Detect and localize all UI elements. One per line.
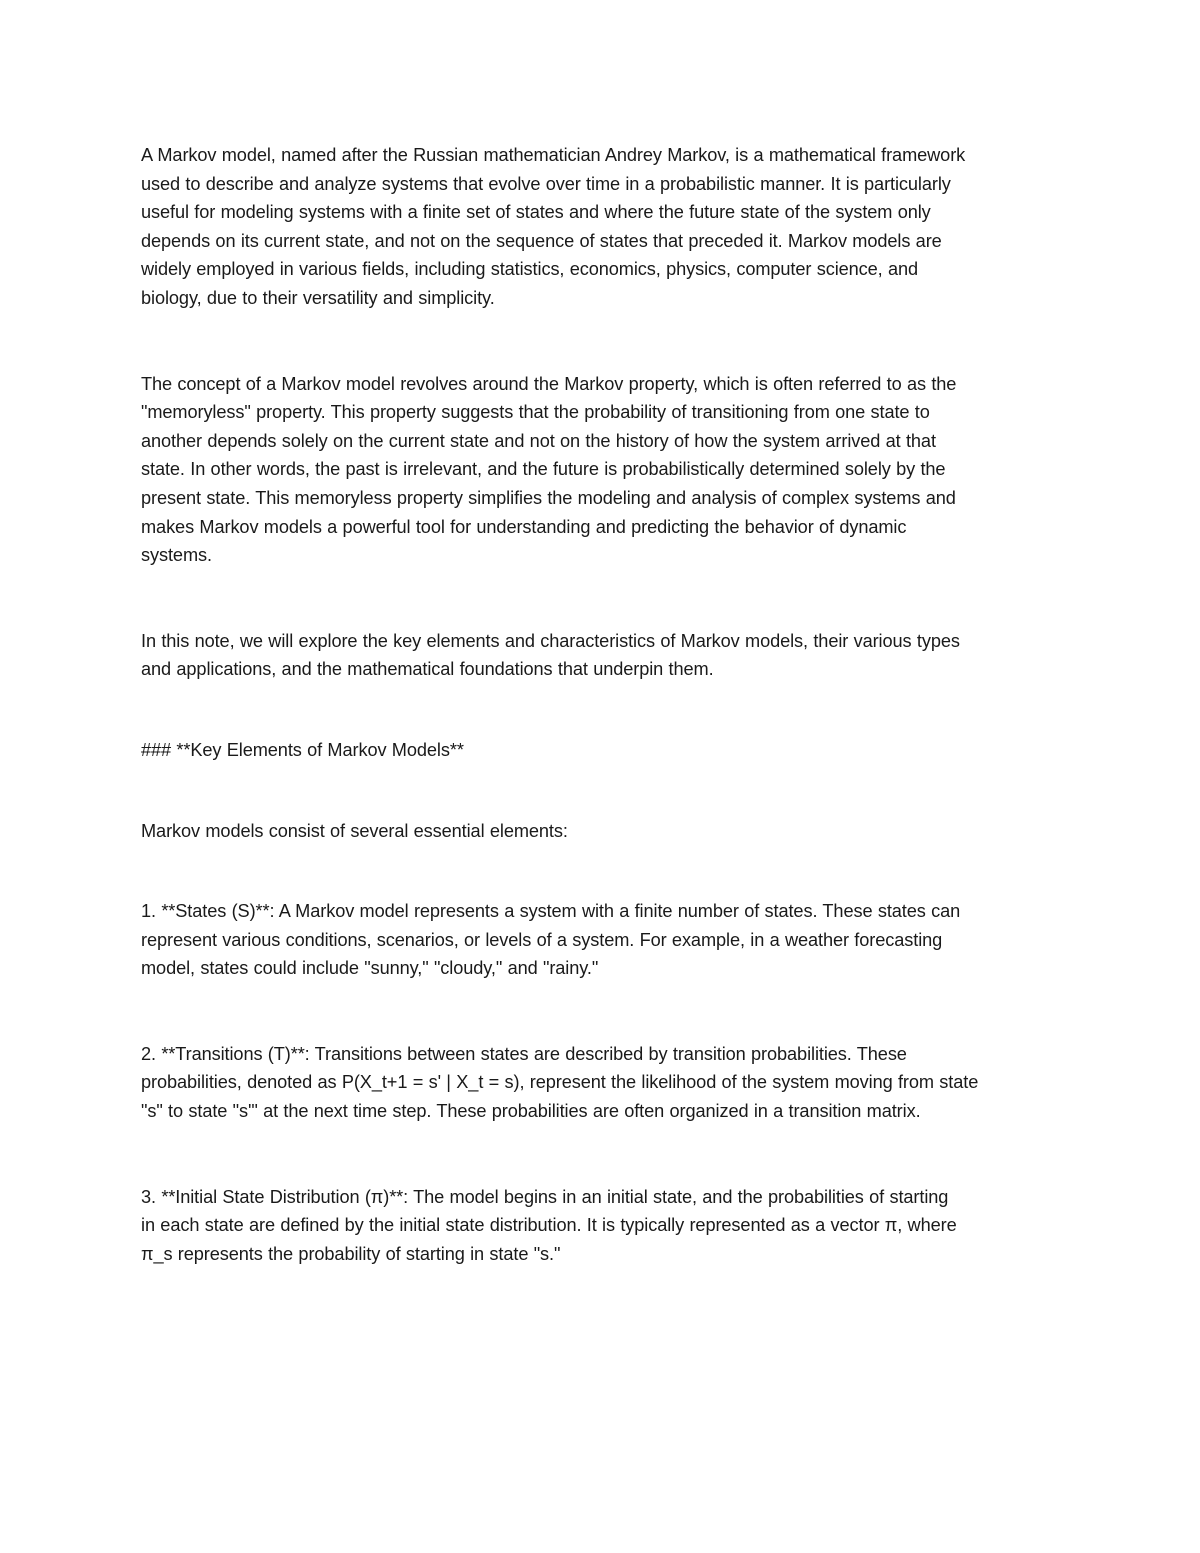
intro-paragraph: A Markov model, named after the Russian mathematician Andrey Markov, is a mathematical framework used to describe and analyze systems that evolve over time in a probabilistic manner. It is particularly useful for modeling systems with a finite set of states and where the future state of the system only depends on its current state, and not on the sequence of states that preceded it. Markov models are widely employed in various fields, including statistics, economics, physics, computer science, and biology, due to their versatility and simplicity. [141, 145, 966, 308]
paragraph-spacer [141, 765, 1063, 817]
paragraph-spacer [141, 983, 1063, 1040]
elements-intro-paragraph: Markov models consist of several essential elements: [141, 820, 568, 841]
section-heading: ### **Key Elements of Markov Models** [141, 739, 464, 760]
paragraph-spacer [141, 684, 1063, 736]
paragraph-spacer [141, 570, 1063, 627]
list-item-transitions: 2. **Transitions (T)**: Transitions between states are described by transition probabilities. These probabilities, denoted as P(X_t+1 = s' | X_t = s), represent the likelihood of the system moving from state "s" to state "s'" at the next time step. These probabilities are often organized in a transition matrix. [141, 1043, 979, 1122]
note-overview-paragraph: In this note, we will explore the key elements and characteristics of Markov models, their various types and applications, and the mathematical foundations that underpin them. [141, 630, 960, 680]
list-item-initial-distribution: 3. **Initial State Distribution (π)**: The model begins in an initial state, and the probabilities of starting in each state are defined by the initial state distribution. It is typically represented as a vector π, where π_s represents the probability of starting in state "s." [141, 1186, 957, 1264]
markov-property-paragraph: The concept of a Markov model revolves around the Markov property, which is often referred to as the "memoryless" property. This property suggests that the probability of transitioning from one state to another depends solely on the current state and not on the history of how the system arrived at that state. In other words, the past is irrelevant, and the future is probabilistically determined solely by the present state. This memoryless property simplifies the modeling and analysis of complex systems and makes Markov models a powerful tool for understanding and predicting the behavior of dynamic systems. [141, 373, 957, 566]
paragraph-spacer [141, 845, 1063, 897]
list-item-states: 1. **States (S)**: A Markov model represents a system with a finite number of states. These states can represent various conditions, scenarios, or levels of a system. For example, in a weather forecasting model, states could include "sunny," "cloudy," and "rainy." [141, 901, 961, 979]
document-body [141, 141, 1063, 1268]
paragraph-spacer [141, 313, 1063, 370]
paragraph-spacer [141, 1126, 1063, 1183]
